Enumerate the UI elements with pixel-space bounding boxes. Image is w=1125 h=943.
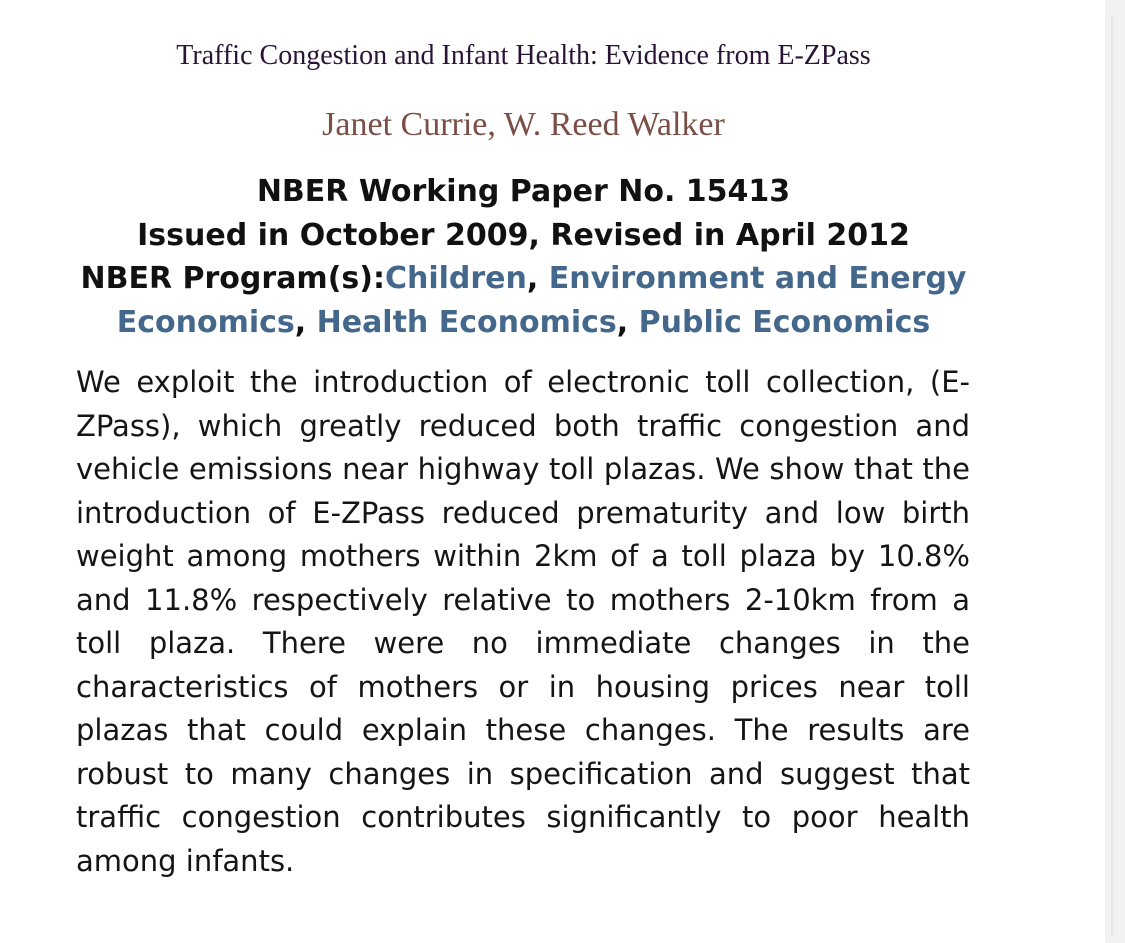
program-link-part: Environment and Energy xyxy=(548,261,967,296)
paper-title: Traffic Congestion and Infant Health: Evidence from E-ZPass xyxy=(176,40,871,71)
program-link-children[interactable]: Children xyxy=(384,261,527,296)
programs-label: NBER Program(s): xyxy=(80,261,385,296)
scrollbar-edge xyxy=(1111,16,1113,936)
program-link-public-economics[interactable]: Public Economics xyxy=(638,304,931,340)
paper-abstract: We exploit the introduction of electronic toll collection, (E-ZPass), which greatly reduced both traffic congestion and vehicle emissions near highway toll plazas. We show that the introduction of E-ZPass reduced prematurity and low birth weight among mothers within 2km of a toll plaza by 10.8% and 11.8% respectively relative to mothers 2-10km from a toll plaza. There were no immediate changes in the characteristics of mothers or in housing prices near toll plazas that could explain these changes. The results are robust to many changes in specification and suggest that traffic congestion contributes significantly to poor health among infants. xyxy=(76,365,970,878)
program-line xyxy=(0,257,1047,301)
working-paper-number: NBER Working Paper No. 15413 xyxy=(256,174,791,209)
issue-date: Issued in October 2009, Revised in April 2012 xyxy=(137,217,910,253)
program-link-health-economics[interactable]: Health Economics xyxy=(316,304,617,340)
paper-metadata xyxy=(0,170,1047,344)
program-link-environment-energy[interactable] xyxy=(549,261,967,296)
program-link-environment-energy-cont[interactable] xyxy=(117,305,295,340)
program-separator: , xyxy=(526,261,549,296)
program-separator: , xyxy=(294,304,317,340)
paper-authors: Janet Currie, W. Reed Walker xyxy=(322,106,725,143)
program-line-continued xyxy=(0,301,1047,345)
scrollbar-track[interactable] xyxy=(1105,0,1125,943)
program-link-part: Economics xyxy=(116,304,295,340)
program-separator: , xyxy=(616,304,639,340)
